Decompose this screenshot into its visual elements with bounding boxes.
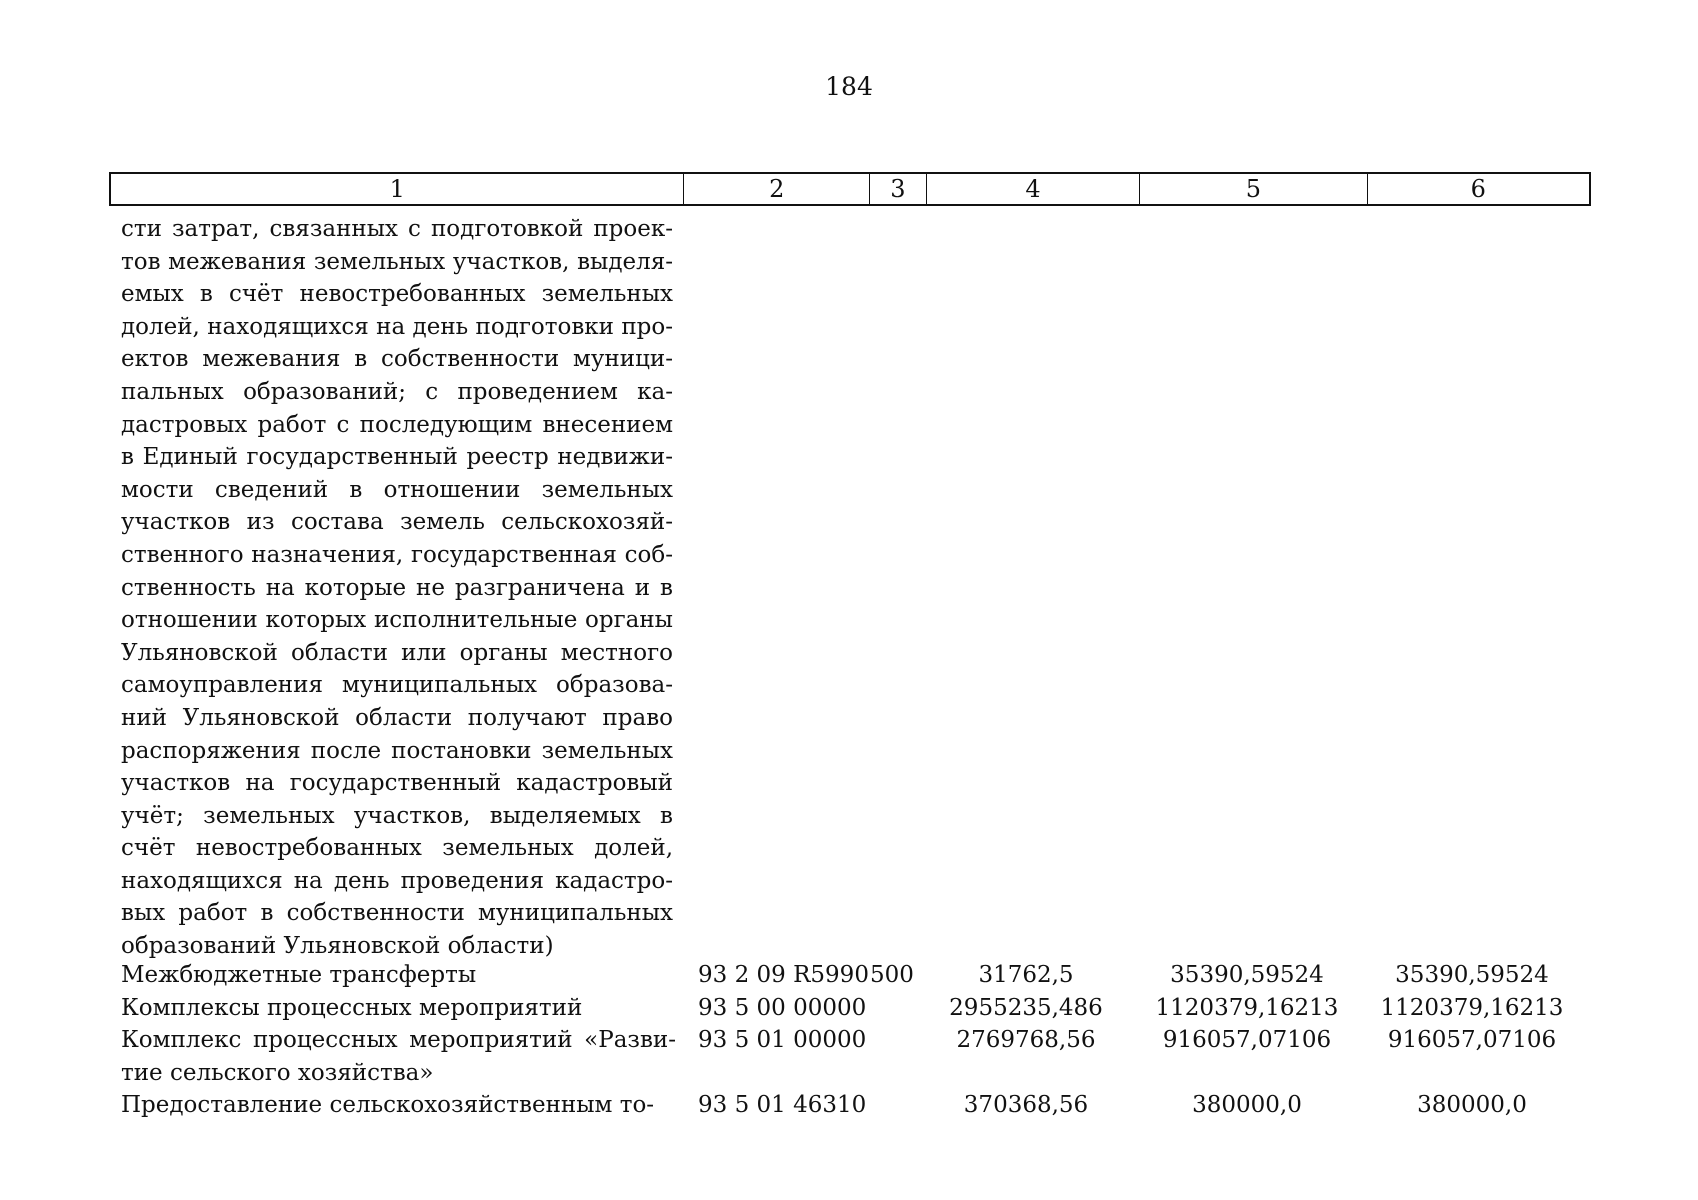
description-line: самоуправления муниципальных образова- bbox=[121, 672, 673, 699]
row-name bbox=[121, 992, 676, 1025]
row-name-line: Комплекс процессных мероприятий «Разви- bbox=[121, 1027, 676, 1054]
description-line: отношении которых исполнительные органы bbox=[121, 607, 673, 634]
row-name-line: Предоставление сельскохозяйственным то- bbox=[121, 1092, 655, 1119]
column-header-6: 6 bbox=[1470, 175, 1486, 203]
description-line: находящихся на день проведения кадастро- bbox=[121, 867, 673, 894]
description-line: емых в счёт невостребованных земельных bbox=[121, 281, 673, 308]
description-line: вых работ в собственности муниципальных bbox=[121, 900, 673, 927]
column-header-2: 2 bbox=[684, 174, 870, 204]
description-line: участков на государственный кадастровый bbox=[121, 770, 673, 797]
row-value-5: 1120379,16213 bbox=[1155, 994, 1339, 1021]
continued-description-text bbox=[121, 213, 673, 963]
row-value-5: 380000,0 bbox=[1192, 1092, 1302, 1119]
description-line: счёт невостребованных земельных долей, bbox=[121, 835, 673, 862]
row-name-line: Комплексы процессных мероприятий bbox=[121, 994, 583, 1021]
table-body bbox=[121, 959, 1591, 1122]
row-value-6: 1120379,16213 bbox=[1380, 994, 1564, 1021]
row-name-line: тие сельского хозяйства» bbox=[121, 1059, 434, 1086]
description-line: ний Ульяновской области получают право bbox=[121, 704, 673, 731]
description-line: в Единый государственный реестр недвижи- bbox=[121, 444, 673, 471]
description-line: долей, находящихся на день подготовки про- bbox=[121, 313, 673, 340]
row-name-line: Межбюджетные трансферты bbox=[121, 962, 477, 988]
row-value-6: 35390,59524 bbox=[1395, 962, 1549, 988]
description-line: ственного назначения, государственная соб- bbox=[121, 541, 673, 568]
table-row bbox=[121, 1024, 1591, 1089]
row-code: 93 5 01 00000 bbox=[698, 1027, 867, 1054]
description-line: учёт; земельных участков, выделяемых в bbox=[121, 802, 673, 829]
row-type: 500 bbox=[870, 962, 914, 988]
description-line: сти затрат, связанных с подготовкой проек- bbox=[121, 216, 673, 242]
row-value-5: 916057,07106 bbox=[1162, 1027, 1332, 1054]
row-name bbox=[121, 1089, 676, 1122]
row-value-5: 35390,59524 bbox=[1170, 962, 1324, 988]
description-line: Ульяновской области или органы местного bbox=[121, 639, 673, 666]
row-value-4: 31762,5 bbox=[978, 962, 1074, 988]
column-header-5: 5 bbox=[1140, 174, 1367, 204]
row-value-6: 916057,07106 bbox=[1387, 1027, 1557, 1054]
description-line: ственность на которые не разграничена и в bbox=[121, 574, 673, 601]
row-value-6: 380000,0 bbox=[1417, 1092, 1527, 1119]
description-line: образований Ульяновской области) bbox=[121, 933, 554, 960]
row-type bbox=[862, 1024, 919, 1089]
table-header-row bbox=[109, 172, 1591, 206]
page-number: 184 bbox=[825, 72, 873, 101]
row-name bbox=[121, 1024, 676, 1089]
row-code: 93 2 09 R5990 bbox=[698, 962, 869, 988]
description-line: распоряжения после постановки земельных bbox=[121, 737, 673, 764]
row-code: 93 5 00 00000 bbox=[698, 994, 867, 1021]
column-header-1: 1 bbox=[111, 174, 684, 204]
table-row bbox=[121, 1089, 1591, 1122]
column-header-3: 3 bbox=[870, 174, 927, 204]
row-code: 93 5 01 46310 bbox=[698, 1092, 867, 1119]
description-line: тов межевания земельных участков, выделя- bbox=[121, 248, 673, 275]
description-line: мости сведений в отношении земельных bbox=[121, 476, 673, 503]
row-value-4: 370368,56 bbox=[963, 1092, 1089, 1119]
row-name bbox=[121, 959, 676, 992]
description-line: ектов межевания в собственности муници- bbox=[121, 346, 673, 373]
row-value-4: 2769768,56 bbox=[956, 1027, 1096, 1054]
row-type bbox=[862, 992, 919, 1025]
row-type bbox=[862, 1089, 919, 1122]
column-header-4: 4 bbox=[927, 174, 1140, 204]
row-value-4: 2955235,486 bbox=[949, 994, 1103, 1021]
description-line: пальных образований; с проведением ка- bbox=[121, 378, 673, 405]
description-line: дастровых работ с последующим внесением bbox=[121, 411, 673, 438]
table-row bbox=[121, 992, 1591, 1025]
description-line: участков из состава земель сельскохозяй- bbox=[121, 509, 673, 536]
table-row bbox=[121, 959, 1591, 992]
